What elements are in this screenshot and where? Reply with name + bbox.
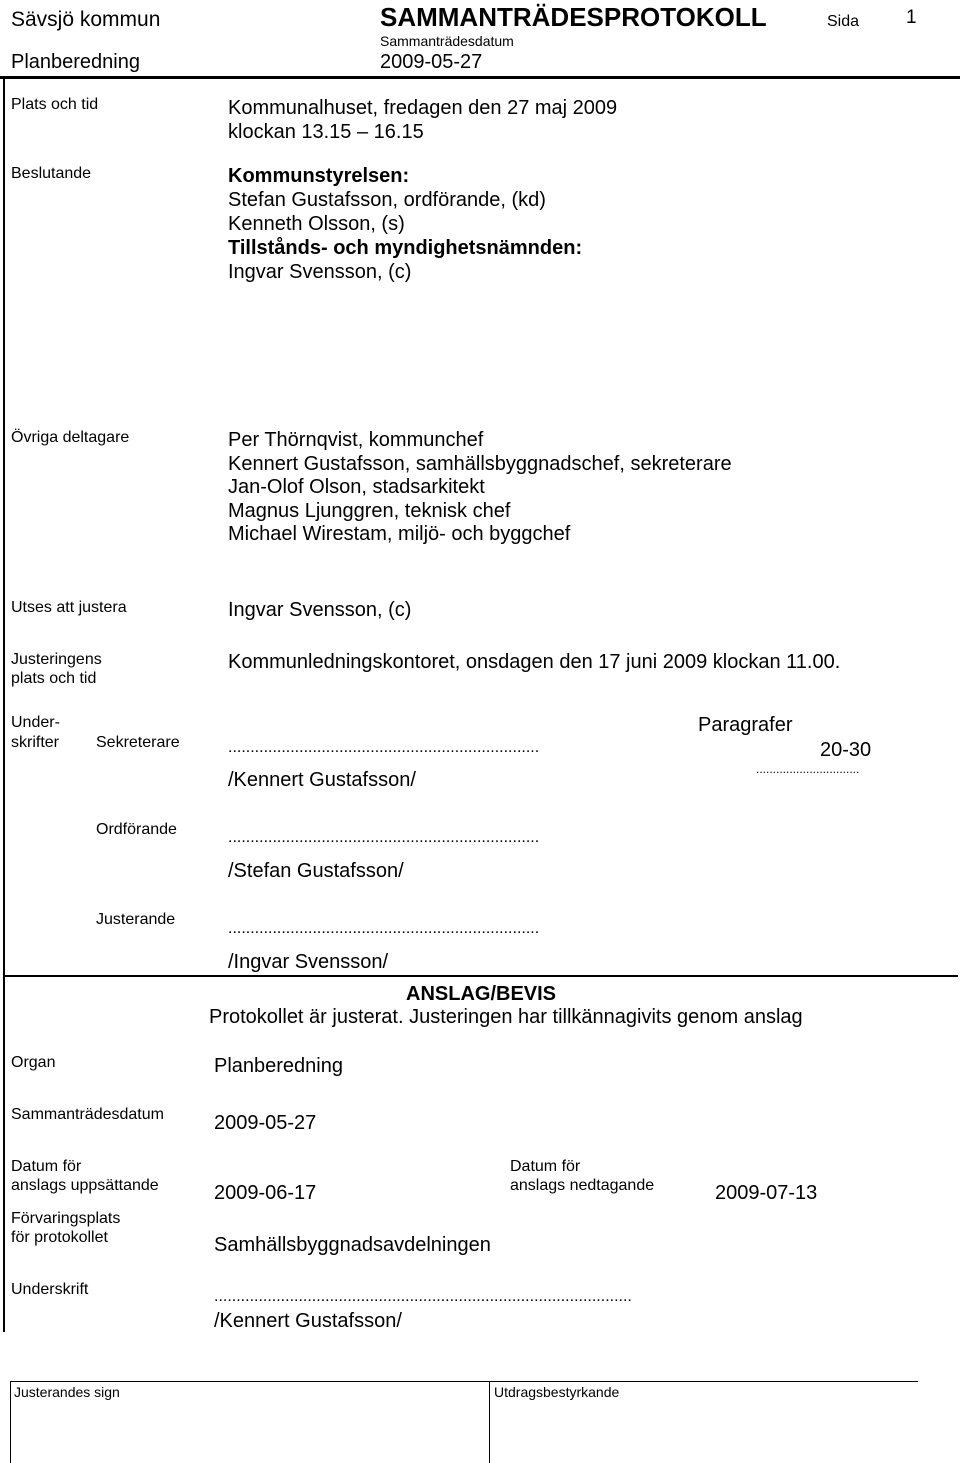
adjuster-sign-name: /Ingvar Svensson/ xyxy=(228,951,389,973)
posted-label-1: Datum för xyxy=(11,1158,82,1175)
meeting-date-value: 2009-05-27 xyxy=(214,1112,317,1134)
storage-label-2: för protokollet xyxy=(11,1229,108,1246)
page-label: Sida xyxy=(827,13,860,30)
adjuster-name: Ingvar Svensson, (c) xyxy=(228,599,412,621)
adjuster-sign-label: Justerande xyxy=(96,911,176,928)
organization-name: Sävsjö kommun xyxy=(11,8,161,31)
signature-name: /Kennert Gustafsson/ xyxy=(214,1310,402,1332)
chair-signature-line: ...................................................................... xyxy=(228,829,540,846)
chair-name: /Stefan Gustafsson/ xyxy=(228,860,404,882)
place-label: Plats och tid xyxy=(11,96,99,113)
extract-box-label: Utdragsbestyrkande xyxy=(494,1384,620,1400)
storage-value: Samhällsbyggnadsavdelningen xyxy=(214,1234,491,1256)
footer-mid-border xyxy=(489,1381,490,1463)
secretary-name: /Kennert Gustafsson/ xyxy=(228,769,416,791)
signatures-label-1: Under- xyxy=(11,714,60,731)
removed-label-1: Datum för xyxy=(510,1158,581,1175)
participant: Per Thörnqvist, kommunchef xyxy=(228,429,484,451)
paragraphs-label: Paragrafer xyxy=(698,714,793,736)
committee-name: Planberedning xyxy=(11,51,140,73)
organ-label: Organ xyxy=(11,1054,56,1071)
header-divider xyxy=(0,76,960,79)
deciding-label: Beslutande xyxy=(11,165,92,182)
footer-divider xyxy=(10,1381,918,1382)
storage-label-1: Förvaringsplats xyxy=(11,1210,121,1227)
deciding-group-2-title: Tillstånds- och myndighetsnämnden: xyxy=(228,237,583,259)
left-border-bottom xyxy=(3,977,5,1332)
participant: Michael Wirestam, miljö- och byggchef xyxy=(228,523,571,545)
deciding-member: Stefan Gustafsson, ordförande, (kd) xyxy=(228,189,546,211)
participant: Jan-Olof Olson, stadsarkitekt xyxy=(228,476,485,498)
place-line-1: Kommunalhuset, fredagen den 27 maj 2009 xyxy=(228,97,618,119)
adjust-place-label-2: plats och tid xyxy=(11,670,97,687)
posted-date: 2009-06-17 xyxy=(214,1182,317,1204)
notice-subtitle: Protokollet är justerat. Justeringen har tillkännagivits genom anslag xyxy=(209,1006,803,1028)
paragraphs-dots: ............................... xyxy=(756,762,860,776)
deciding-member: Ingvar Svensson, (c) xyxy=(228,261,412,283)
secretary-signature-line: ...................................................................... xyxy=(228,739,540,756)
paragraphs-value: 20-30 xyxy=(820,739,872,761)
signatures-label-2: skrifter xyxy=(11,734,59,751)
posted-label-2: anslags uppsättande xyxy=(11,1177,159,1194)
removed-label-2: anslags nedtagande xyxy=(510,1177,655,1194)
meeting-date: 2009-05-27 xyxy=(380,51,483,73)
date-label: Sammanträdesdatum xyxy=(380,33,514,49)
signature-label: Underskrift xyxy=(11,1281,89,1298)
footer-left-border xyxy=(10,1381,11,1463)
document-title: SAMMANTRÄDESPROTOKOLL xyxy=(380,2,767,32)
deciding-member: Kenneth Olsson, (s) xyxy=(228,213,405,235)
signature-line: .............................................................................................. xyxy=(214,1288,632,1305)
deciding-list xyxy=(228,164,582,284)
organ-value: Planberedning xyxy=(214,1055,343,1077)
adjuster-sign-box-label: Justerandes sign xyxy=(14,1384,120,1400)
secretary-label: Sekreterare xyxy=(96,734,180,751)
adjuster-label: Utses att justera xyxy=(11,599,127,616)
chair-label: Ordförande xyxy=(96,821,177,838)
notice-divider xyxy=(3,975,958,977)
page-number: 1 xyxy=(906,7,917,28)
adjuster-signature-line: ...................................................................... xyxy=(228,920,540,937)
place-line-2: klockan 13.15 – 16.15 xyxy=(228,121,424,143)
participant: Magnus Ljunggren, teknisk chef xyxy=(228,499,511,522)
meeting-date-label: Sammanträdesdatum xyxy=(11,1106,164,1123)
others-label: Övriga deltagare xyxy=(11,429,130,446)
deciding-group-1-title: Kommunstyrelsen: xyxy=(228,165,410,187)
removed-date: 2009-07-13 xyxy=(715,1182,818,1204)
notice-title: ANSLAG/BEVIS xyxy=(406,983,557,1005)
others-list xyxy=(228,429,732,547)
participant: Kennert Gustafsson, samhällsbyggnadschef, sekreterare xyxy=(228,452,732,475)
left-border-top xyxy=(3,79,5,975)
adjust-place: Kommunledningskontoret, onsdagen den 17 juni 2009 klockan 11.00. xyxy=(228,651,841,673)
adjust-place-label-1: Justeringens xyxy=(11,651,102,668)
